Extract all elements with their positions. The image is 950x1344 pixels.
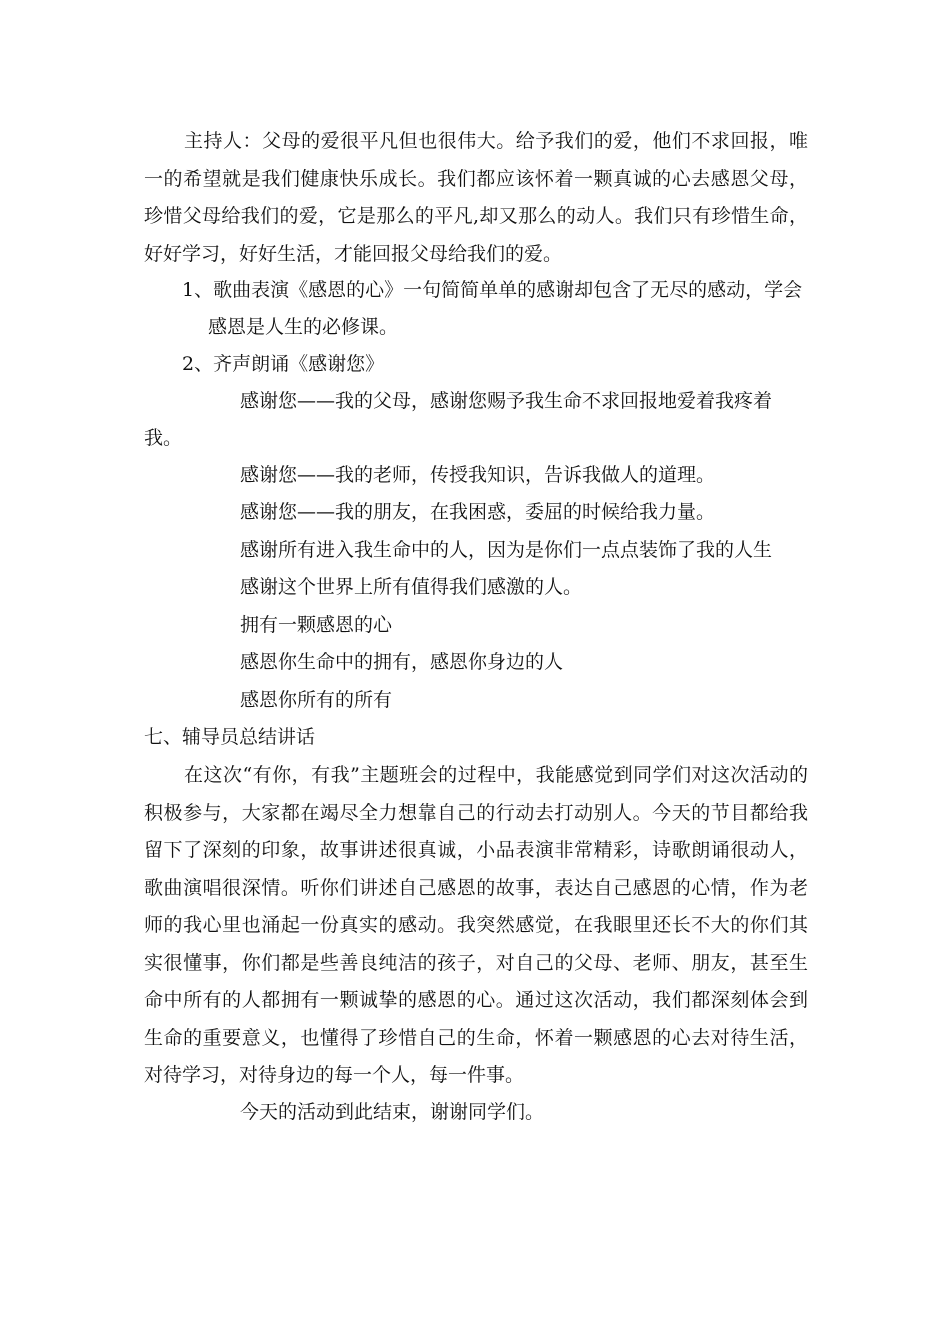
poem-line-3: 感谢您——我的朋友，在我困惑，委屈的时候给我力量。 [240,501,716,523]
poem-line-2: 感谢您——我的老师，传授我知识，告诉我做人的道理。 [240,464,716,486]
poem-line-8: 感恩你所有的所有 [240,689,393,711]
summary-paragraph: 在这次“有你，有我”主题班会的过程中，我能感觉到同学们对这次活动的积极参与，大家都在竭尽全力想靠自己的行动去打动别人。今天的节目都给我留下了深刻的印象，故事讲述很真诚，小品表演非常精彩，诗歌朗诵很动人，歌曲演唱很深情。听你们讲述自己感恩的故事，表达自己感恩的心情，作为老师的我心里也涌起一份真实的感动。我突然感觉，在我眼里还长不大的你们其实很懂事，你们都是些善良纯洁的孩子，对自己的父母、老师、朋友，甚至生命中所有的人都拥有一颗诚挚的感恩的心。通过这次活动，我们都深刻体会到生命的重要意义，也懂得了珍惜自己的生命，怀着一颗感恩的心去对待生活，对待学习，对待身边的每一个人，每一件事。 [144,764,808,1086]
poem-line-5: 感谢这个世界上所有值得我们感激的人。 [240,576,583,598]
poem-line-4: 感谢所有进入我生命中的人，因为是你们一点点装饰了我的人生 [240,539,773,561]
poem-line-7: 感恩你生命中的拥有，感恩你身边的人 [240,651,564,673]
section-7-heading: 七、辅导员总结讲话 [144,726,316,748]
poem-line-1a: 感谢您——我的父母，感谢您赐予我生命不求回报地爱着我疼着 [240,390,773,412]
item-2-title: 2、齐声朗诵《感谢您》 [182,353,385,375]
poem-line-6: 拥有一颗感恩的心 [240,614,393,636]
host-paragraph: 主持人：父母的爱很平凡但也很伟大。给予我们的爱，他们不求回报，唯一的希望就是我们健康快乐成长。我们都应该怀着一颗真诚的心去感恩父母，珍惜父母给我们的爱，它是那么的平凡,却又那么的动人。我们只有珍惜生命，好好学习，好好生活，才能回报父母给我们的爱。 [144,130,808,265]
item-1-line-1: 1、歌曲表演《感恩的心》一句简简单单的感谢却包含了无尽的感动，学会 [182,279,803,301]
poem-line-1b: 我。 [144,427,183,449]
item-1-line-2: 感恩是人生的必修课。 [208,316,399,338]
closing-line: 今天的活动到此结束，谢谢同学们。 [240,1101,545,1123]
